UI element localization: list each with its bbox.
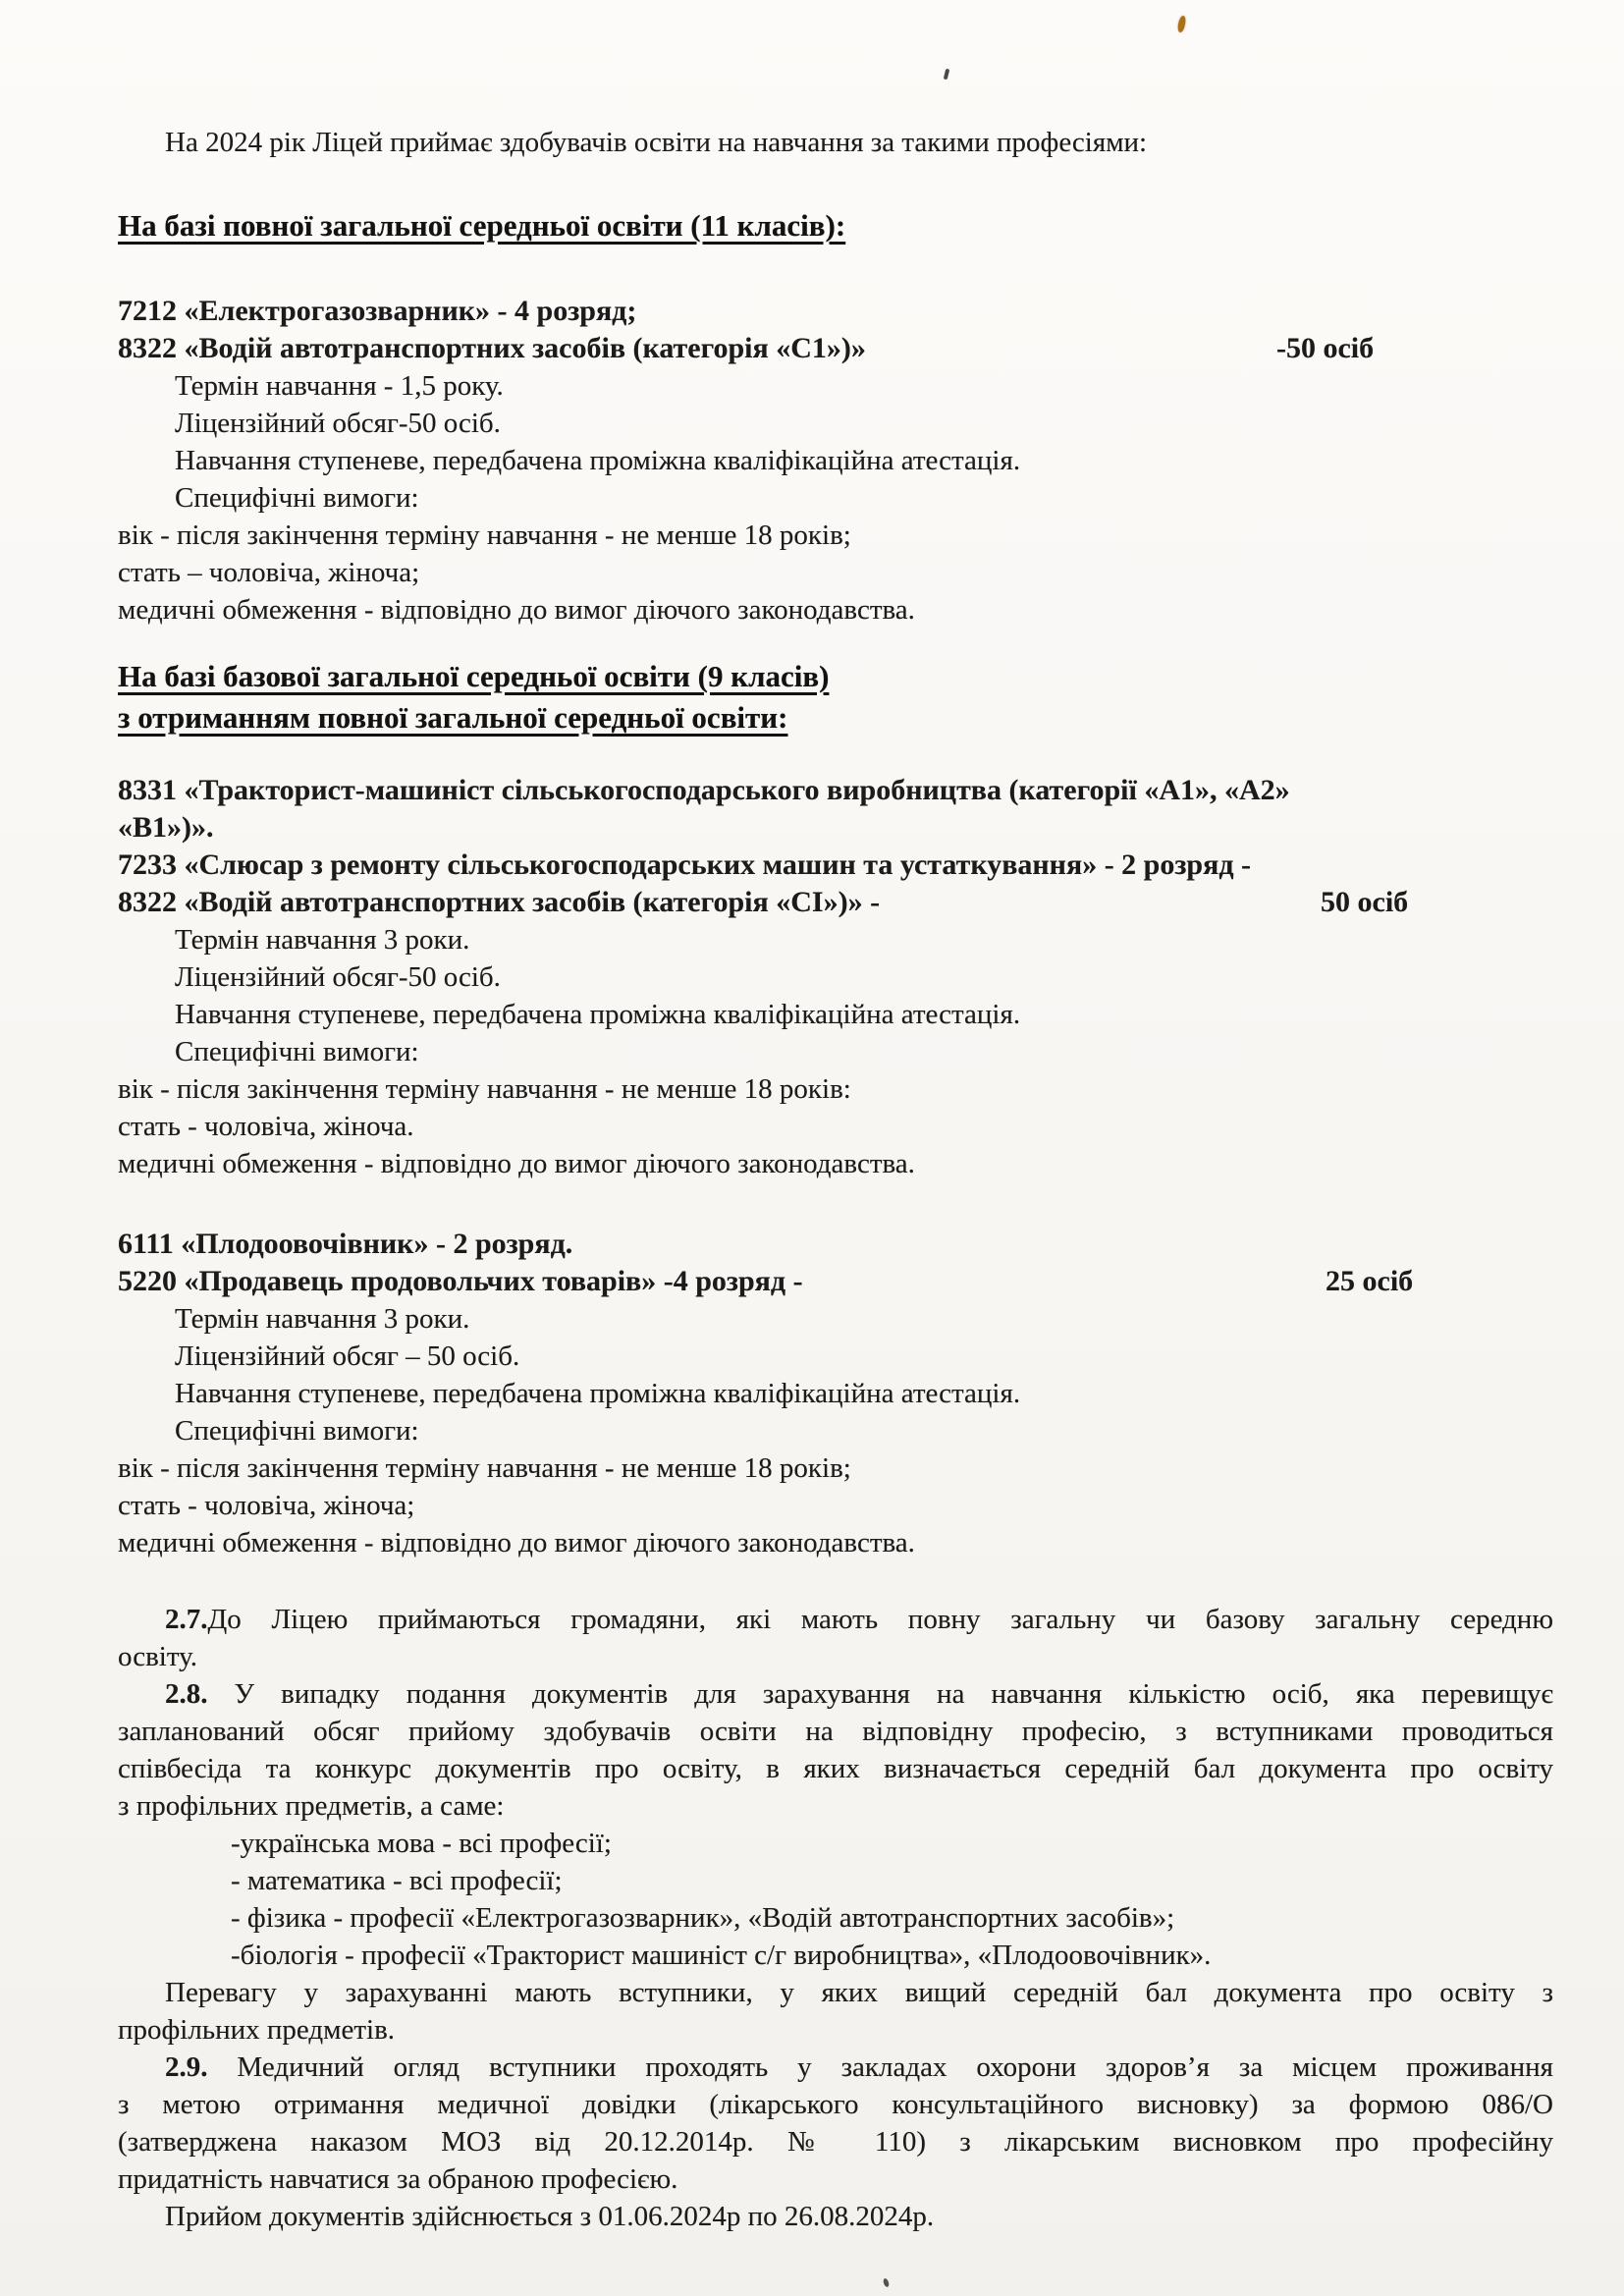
clause-2-9-line [118,2049,1553,2086]
heading-text: з отриманням повної загальної середньої освіти: [118,700,788,735]
quota-label: 25 осіб [1326,1265,1414,1297]
requirement-line: медичні обмеження - відповідно до вимог діючого законодавства. [118,1527,915,1558]
requirement-line: стать - чоловіча, жіноча. [118,1111,414,1142]
quota-label: -50 осіб [1276,332,1375,364]
program-line: 7212 «Електрогазозварник» - 4 розряд; [118,295,637,327]
requirement-line: вік - після закінчення терміну навчання - не менше 18 років: [118,1073,851,1105]
program-line: 7233 «Слюсар з ремонту сільськогосподарських машин та устаткування» - 2 розряд - [118,848,1252,881]
program-block-trade [118,1226,1553,1561]
program-line: 8331 «Тракторист-машиніст сільськогосподарського виробництва (категорії «А1», «А2» [118,774,1290,806]
advantage-line: Перевагу у зарахуванні мають вступники, у яких вищий середній бал документа про освіту з [165,1977,1553,2008]
heading-line [118,656,1553,697]
heading-text: На базі базової загальної середньої освіти (9 класів) [118,659,830,693]
requirement-line: стать - чоловіча, жіноча; [118,1490,415,1521]
program-block-agro [118,772,1553,1182]
detail-line: Специфічні вимоги: [175,1415,419,1447]
clause-2-9-line: придатність навчатися за обраною професією. [118,2163,678,2195]
clause-2-9-line: (затверджена наказом МОЗ від 20.12.2014р. № 110) з лікарським висновком про професійну [118,2126,1553,2158]
requirement-line: вік - після закінчення терміну навчання - не менше 18 років; [118,519,851,551]
requirement-line: медичні обмеження - відповідно до вимог діючого законодавства. [118,594,915,626]
clause-number: 2.7. [165,1604,208,1635]
clause-number: 2.9. [165,2051,208,2083]
requirement-line: стать – чоловіча, жіноча; [118,557,420,588]
detail-line: Ліцензійний обсяг – 50 осіб. [175,1340,520,1372]
detail-line: Термін навчання 3 роки. [175,1303,470,1335]
clause-2-8-line [118,1675,1553,1713]
detail-line: Специфічні вимоги: [175,482,419,514]
clause-2-8-line: запланований обсяг прийому здобувачів освіти на відповідну професію, з вступниками проводиться [118,1716,1553,1747]
section-heading-basic-secondary [118,656,1553,738]
detail-line: Ліцензійний обсяг-50 осіб. [175,961,501,993]
clause-2-8-line: з профільних предметів, а саме: [118,1790,505,1822]
program-line-text: 5220 «Продавець продовольчих товарів» -4 розряд - [118,1265,803,1297]
program-block-full-secondary [118,293,1553,629]
requirement-line: вік - після закінчення терміну навчання - не менше 18 років; [118,1452,851,1484]
subject-list-item: - математика - всі професії; [231,1865,563,1896]
advantage-line: профільних предметів. [118,2014,396,2046]
clause-number: 2.8. [165,1678,208,1710]
clause-text: Медичний огляд вступники проходять у закладах охорони здоров’я за місцем проживання [207,2051,1553,2083]
section-heading-full-secondary [118,204,1553,247]
deadline-line: Прийом документів здійснюється з 01.06.2024р по 26.08.2024р. [165,2201,935,2232]
quota-label: 50 осіб [1321,886,1409,918]
program-line-text: 8322 «Водій автотранспортних засобів (категорія «С1»)» [118,332,866,364]
scan-speck [883,2277,891,2287]
program-line: 6111 «Плодоовочівник» - 2 розряд. [118,1228,573,1260]
program-line [118,330,1553,367]
clause-2-9-line: з метою отримання медичної довідки (лікарського консультаційного висновку) за формою 086/О [118,2089,1553,2120]
clause-text: У випадку подання документів для зарахування на навчання кількістю осіб, яка перевищує [207,1678,1553,1710]
detail-line: Термін навчання 3 роки. [175,924,470,956]
clause-text: До Ліцею приймаються громадяни, які мають повну загальну чи базову загальну середню [207,1604,1553,1635]
detail-line: Ліцензійний обсяг-50 осіб. [175,408,501,439]
clause-2-8-line: співбесіда та конкурс документів про освіту, в яких визначається середній бал документа про освіту [118,1753,1553,1784]
subject-list-item: -українська мова - всі професії; [231,1828,612,1859]
clauses-section [118,1601,1553,2235]
detail-line: Навчання ступеневе, передбачена проміжна кваліфікаційна атестація. [175,1378,1021,1409]
detail-line: Термін навчання - 1,5 року. [175,370,504,402]
detail-line: Навчання ступеневе, передбачена проміжна кваліфікаційна атестація. [175,445,1021,476]
heading-line [118,697,1553,738]
clause-2-7-line [118,1601,1553,1638]
program-line-text: 8322 «Водій автотранспортних засобів (категорія «СІ»)» - [118,886,881,918]
program-line: «В1»)». [118,811,214,844]
heading-text: На базі повної загальної середньої освіти (11 класів): [118,208,846,243]
detail-line: Навчання ступеневе, передбачена проміжна кваліфікаційна атестація. [175,999,1021,1030]
intro-line: На 2024 рік Ліцей приймає здобувачів освіти на навчання за такими професіями: [165,127,1148,158]
subject-list-item: - фізика - професії «Електрогазозварник», «Водій автотранспортних засобів»; [231,1902,1175,1934]
clause-2-7-line: освіту. [118,1641,197,1672]
program-line [118,884,1553,921]
subject-list-item: -біологія - професії «Тракторист машиніст с/г виробництва», «Плодоовочівник». [231,1940,1212,1971]
requirement-line: медичні обмеження - відповідно до вимог діючого законодавства. [118,1148,915,1179]
document-content [118,0,1553,2235]
program-line [118,1263,1553,1300]
detail-line: Специфічні вимоги: [175,1036,419,1067]
